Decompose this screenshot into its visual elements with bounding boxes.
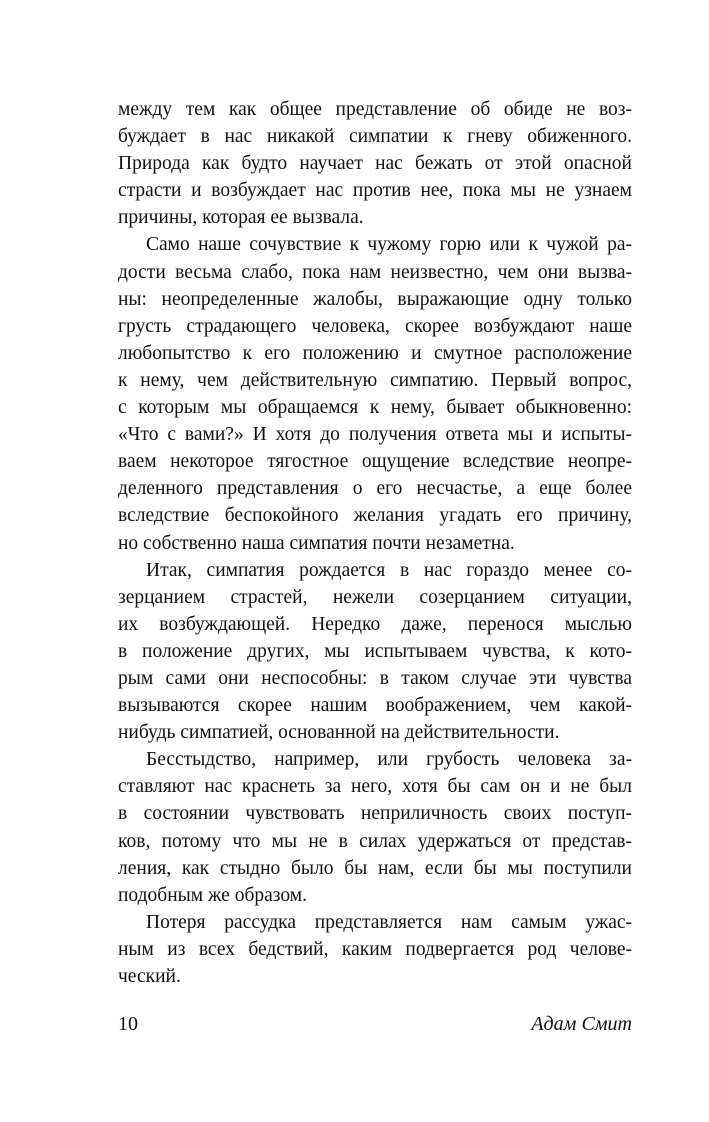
running-footer-author: Адам Смит (531, 1013, 632, 1035)
text-line: вследствие беспокойного желания угадать его причину, (118, 505, 632, 527)
text-line: Само наше сочувствие к чужому горю или к чужой ра- (146, 234, 632, 256)
text-line: ческий. (118, 966, 181, 987)
text-line: ставляют нас краснеть за него, хотя бы сам он и не был (118, 776, 632, 798)
text-line: подобным же образом. (118, 884, 307, 906)
text-line: Бесстыдство, например, или грубость человека за- (146, 749, 632, 771)
text-line: любопытство к его положению и смутное расположение (118, 342, 632, 364)
text-line: рым сами они неспособны: в таком случае эти чувства (118, 667, 632, 689)
text-line: с которым мы обращаемся к нему, бывает обыкновенно: (118, 397, 632, 419)
text-line: Потеря рассудка представляется нам самым ужас- (146, 911, 632, 933)
text-line: их возбуждающей. Нередко даже, перенося мыслью (118, 613, 632, 635)
paragraph-2 (118, 231, 632, 556)
text-line: в состоянии чувствовать неприличность своих поступ- (118, 803, 632, 825)
text-line: ков, потому что мы не в силах удержаться от представ- (118, 830, 632, 852)
text-line: между тем как общее представление об обиде не воз- (118, 99, 632, 120)
text-line: нибудь симпатией, основанной на действительности. (118, 722, 560, 744)
paragraph-4 (118, 746, 632, 909)
text-line: ны: неопределенные жалобы, выражающие одну только (118, 288, 632, 310)
text-line: ления, как стыдно было бы нам, если бы мы поступили (118, 857, 632, 879)
text-line: Природа как будто научает нас бежать от этой опасной (118, 153, 632, 175)
text-line: страсти и возбуждает нас против нее, пока мы не узнаем (118, 180, 632, 202)
paragraph-3 (118, 557, 632, 747)
text-line: к нему, чем действительную симпатию. Первый вопрос, (118, 369, 632, 391)
page-number: 10 (118, 1013, 138, 1035)
text-line: Итак, симпатия рождается в нас гораздо менее со- (146, 559, 632, 581)
text-line: ваем некоторое тягостное ощущение вследствие неопре- (118, 451, 632, 473)
text-line: грусть страдающего человека, скорее возбуждают наше (118, 315, 632, 337)
text-line: «Что с вами?» И хотя до получения ответа мы и испыты- (118, 424, 632, 446)
page-footer (118, 1013, 632, 1043)
text-line: деленного представления о его несчастье, а еще более (118, 478, 632, 500)
text-line: но собственно наша симпатия почти незаметна. (118, 532, 515, 554)
body-text (118, 96, 632, 990)
text-line: вызываются скорее нашим воображением, чем какой- (118, 695, 632, 717)
paragraph-5 (118, 909, 632, 990)
text-line: дости весьма слабо, пока нам неизвестно, чем они вызва- (118, 261, 632, 283)
paragraph-1 (118, 96, 632, 231)
text-line: ным из всех бедствий, каким подвергается род челове- (118, 938, 632, 960)
text-line: причины, которая ее вызвала. (118, 207, 364, 229)
text-line: зерцанием страстей, нежели созерцанием ситуации, (118, 586, 632, 608)
text-line: буждает в нас никакой симпатии к гневу обиженного. (118, 126, 632, 148)
text-line: в положение других, мы испытываем чувства, к кото- (118, 640, 632, 662)
